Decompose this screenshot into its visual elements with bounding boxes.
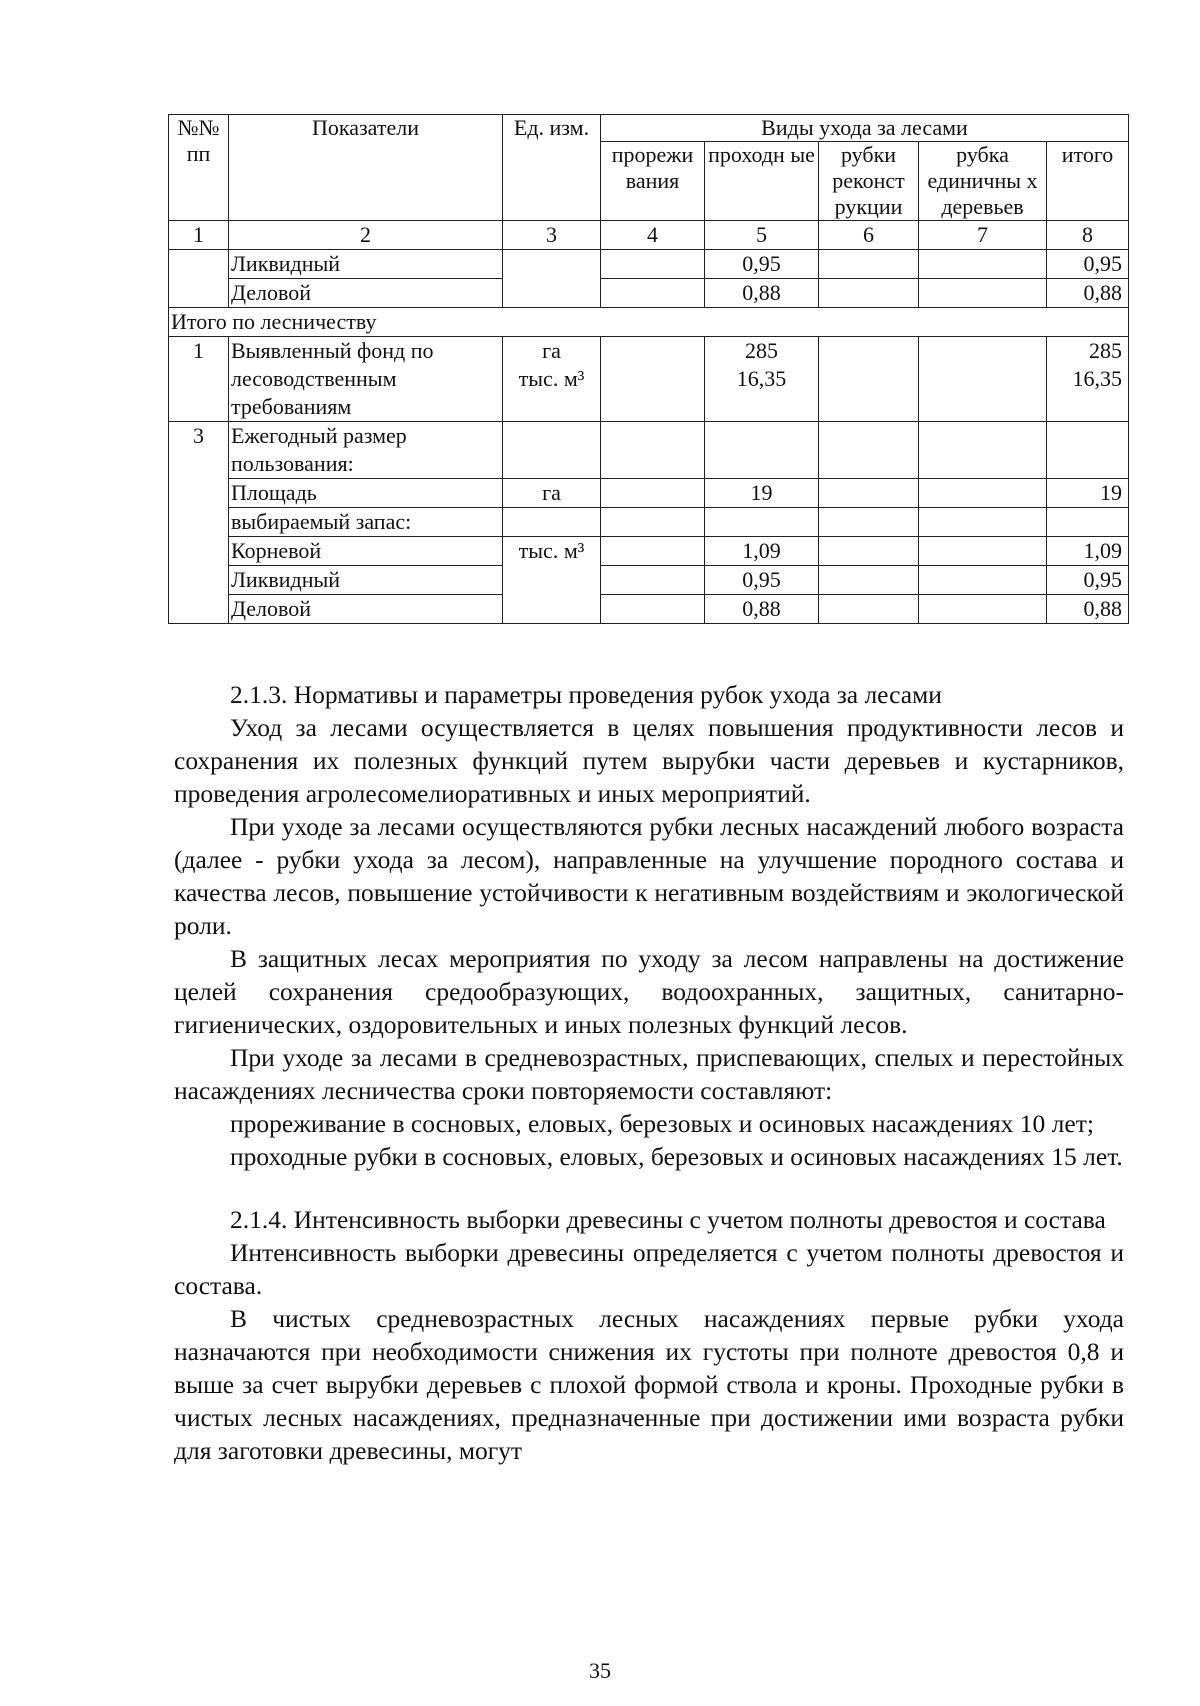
unit-value: тыс. м³	[503, 537, 601, 624]
row-label: Деловой	[229, 279, 503, 308]
page-number: 35	[589, 1658, 611, 1683]
forestry-total-label: Итого по лесничеству	[169, 308, 1129, 337]
unit-value: га	[542, 338, 561, 363]
total-value: 0,88	[1047, 595, 1129, 624]
row-label: Деловой	[229, 595, 503, 624]
row-label: Ликвидный	[229, 566, 503, 595]
paragraph: Уход за лесами осуществляется в целях повышения продуктивности лесов и сохранения их полезных функций путем вырубки части деревьев и кустарников, проведения агролесомелиоративных и иных мероприятий.	[174, 713, 1124, 808]
col-number: 8	[1047, 221, 1129, 250]
body-text	[174, 678, 1124, 1467]
passage-value: 0,88	[705, 279, 819, 308]
passage-value: 19	[705, 479, 819, 508]
section-heading-2-1-4: 2.1.4. Интенсивность выборки древесины с учетом полноты древостоя и состава	[230, 1205, 1106, 1234]
col-number: 3	[503, 221, 601, 250]
row-label: Ежегодный размер пользования:	[229, 422, 503, 479]
table-row	[169, 337, 1129, 422]
total-value: 285	[1089, 338, 1123, 363]
total-value: 19	[1047, 479, 1129, 508]
total-value: 16,35	[1072, 366, 1123, 391]
paragraph: При уходе за лесами в средневозрастных, приспевающих, спелых и перестойных насаждениях лесничества сроки повторяемости составляют:	[174, 1043, 1124, 1105]
header-single-trees: рубка единичны х деревьев	[919, 142, 1047, 221]
table-row	[169, 595, 1129, 624]
passage-value: 0,88	[705, 595, 819, 624]
total-value: 0,95	[1047, 250, 1129, 279]
row-label: выбираемый запас:	[229, 508, 503, 537]
section-heading-2-1-3: 2.1.3. Нормативы и параметры проведения рубок ухода за лесами	[230, 680, 942, 709]
total-value: 1,09	[1047, 537, 1129, 566]
paragraph: В чистых средневозрастных лесных насаждениях первые рубки ухода назначаются при необходимости снижения их густоты при полноте древостоя 0,8 и выше за счет вырубки деревьев с плохой формой ствола и кроны. Проходные рубки в чистых лесных насаждениях, предназначенные при достижении ими возраста рубки для заготовки древесины, могут	[174, 1304, 1124, 1465]
table-row	[169, 479, 1129, 508]
forest-care-table	[168, 114, 1129, 624]
header-indicator: Показатели	[229, 115, 503, 221]
table-row	[169, 279, 1129, 308]
row-label: Ликвидный	[229, 250, 503, 279]
col-number: 6	[819, 221, 919, 250]
header-num: №№ пп	[169, 115, 229, 221]
row-num: 3	[169, 422, 229, 624]
header-unit: Ед. изм.	[503, 115, 601, 221]
table-row	[169, 508, 1129, 537]
col-number: 1	[169, 221, 229, 250]
column-numbers-row	[169, 221, 1129, 250]
paragraph: проходные рубки в сосновых, еловых, березовых и осиновых насаждениях 15 лет.	[230, 1142, 1123, 1171]
row-label: Площадь	[229, 479, 503, 508]
passage-value: 0,95	[705, 566, 819, 595]
paragraph: Интенсивность выборки древесины определяется с учетом полноты древостоя и состава.	[174, 1238, 1124, 1300]
total-value: 0,88	[1047, 279, 1129, 308]
col-number: 5	[705, 221, 819, 250]
total-value: 0,95	[1047, 566, 1129, 595]
header-care-types: Виды ухода за лесами	[601, 115, 1129, 142]
col-number: 4	[601, 221, 705, 250]
row-label: Выявленный фонд по лесоводственным требованиям	[229, 337, 503, 422]
row-label: Корневой	[229, 537, 503, 566]
paragraph: При уходе за лесами осуществляются рубки лесных насаждений любого возраста (далее - рубки ухода за лесом), направленные на улучшение породного состава и качества лесов, повышение устойчивости к негативным воздействиям и экологической роли.	[174, 812, 1124, 940]
passage-value: 285	[745, 338, 778, 363]
col-number: 7	[919, 221, 1047, 250]
row-num: 1	[169, 337, 229, 422]
table-row	[169, 566, 1129, 595]
paragraph: В защитных лесах мероприятия по уходу за лесом направлены на достижение целей сохранения средообразующих, водоохранных, защитных, санитарно-гигиенических, оздоровительных и иных полезных функций лесов.	[174, 944, 1124, 1039]
col-number: 2	[229, 221, 503, 250]
header-thinning: прорежи вания	[601, 142, 705, 221]
unit-value: тыс. м³	[518, 366, 585, 391]
header-passage: проходн ые	[705, 142, 819, 221]
header-total: итого	[1047, 142, 1129, 221]
table-row	[169, 537, 1129, 566]
table-row	[169, 308, 1129, 337]
table-row	[169, 250, 1129, 279]
passage-value: 0,95	[705, 250, 819, 279]
passage-value: 16,35	[736, 366, 787, 391]
table-row	[169, 422, 1129, 479]
header-reconstruction: рубки реконст рукции	[819, 142, 919, 221]
passage-value: 1,09	[705, 537, 819, 566]
unit-value: га	[503, 479, 601, 508]
paragraph: прореживание в сосновых, еловых, березовых и осиновых насаждениях 10 лет;	[230, 1109, 1094, 1138]
